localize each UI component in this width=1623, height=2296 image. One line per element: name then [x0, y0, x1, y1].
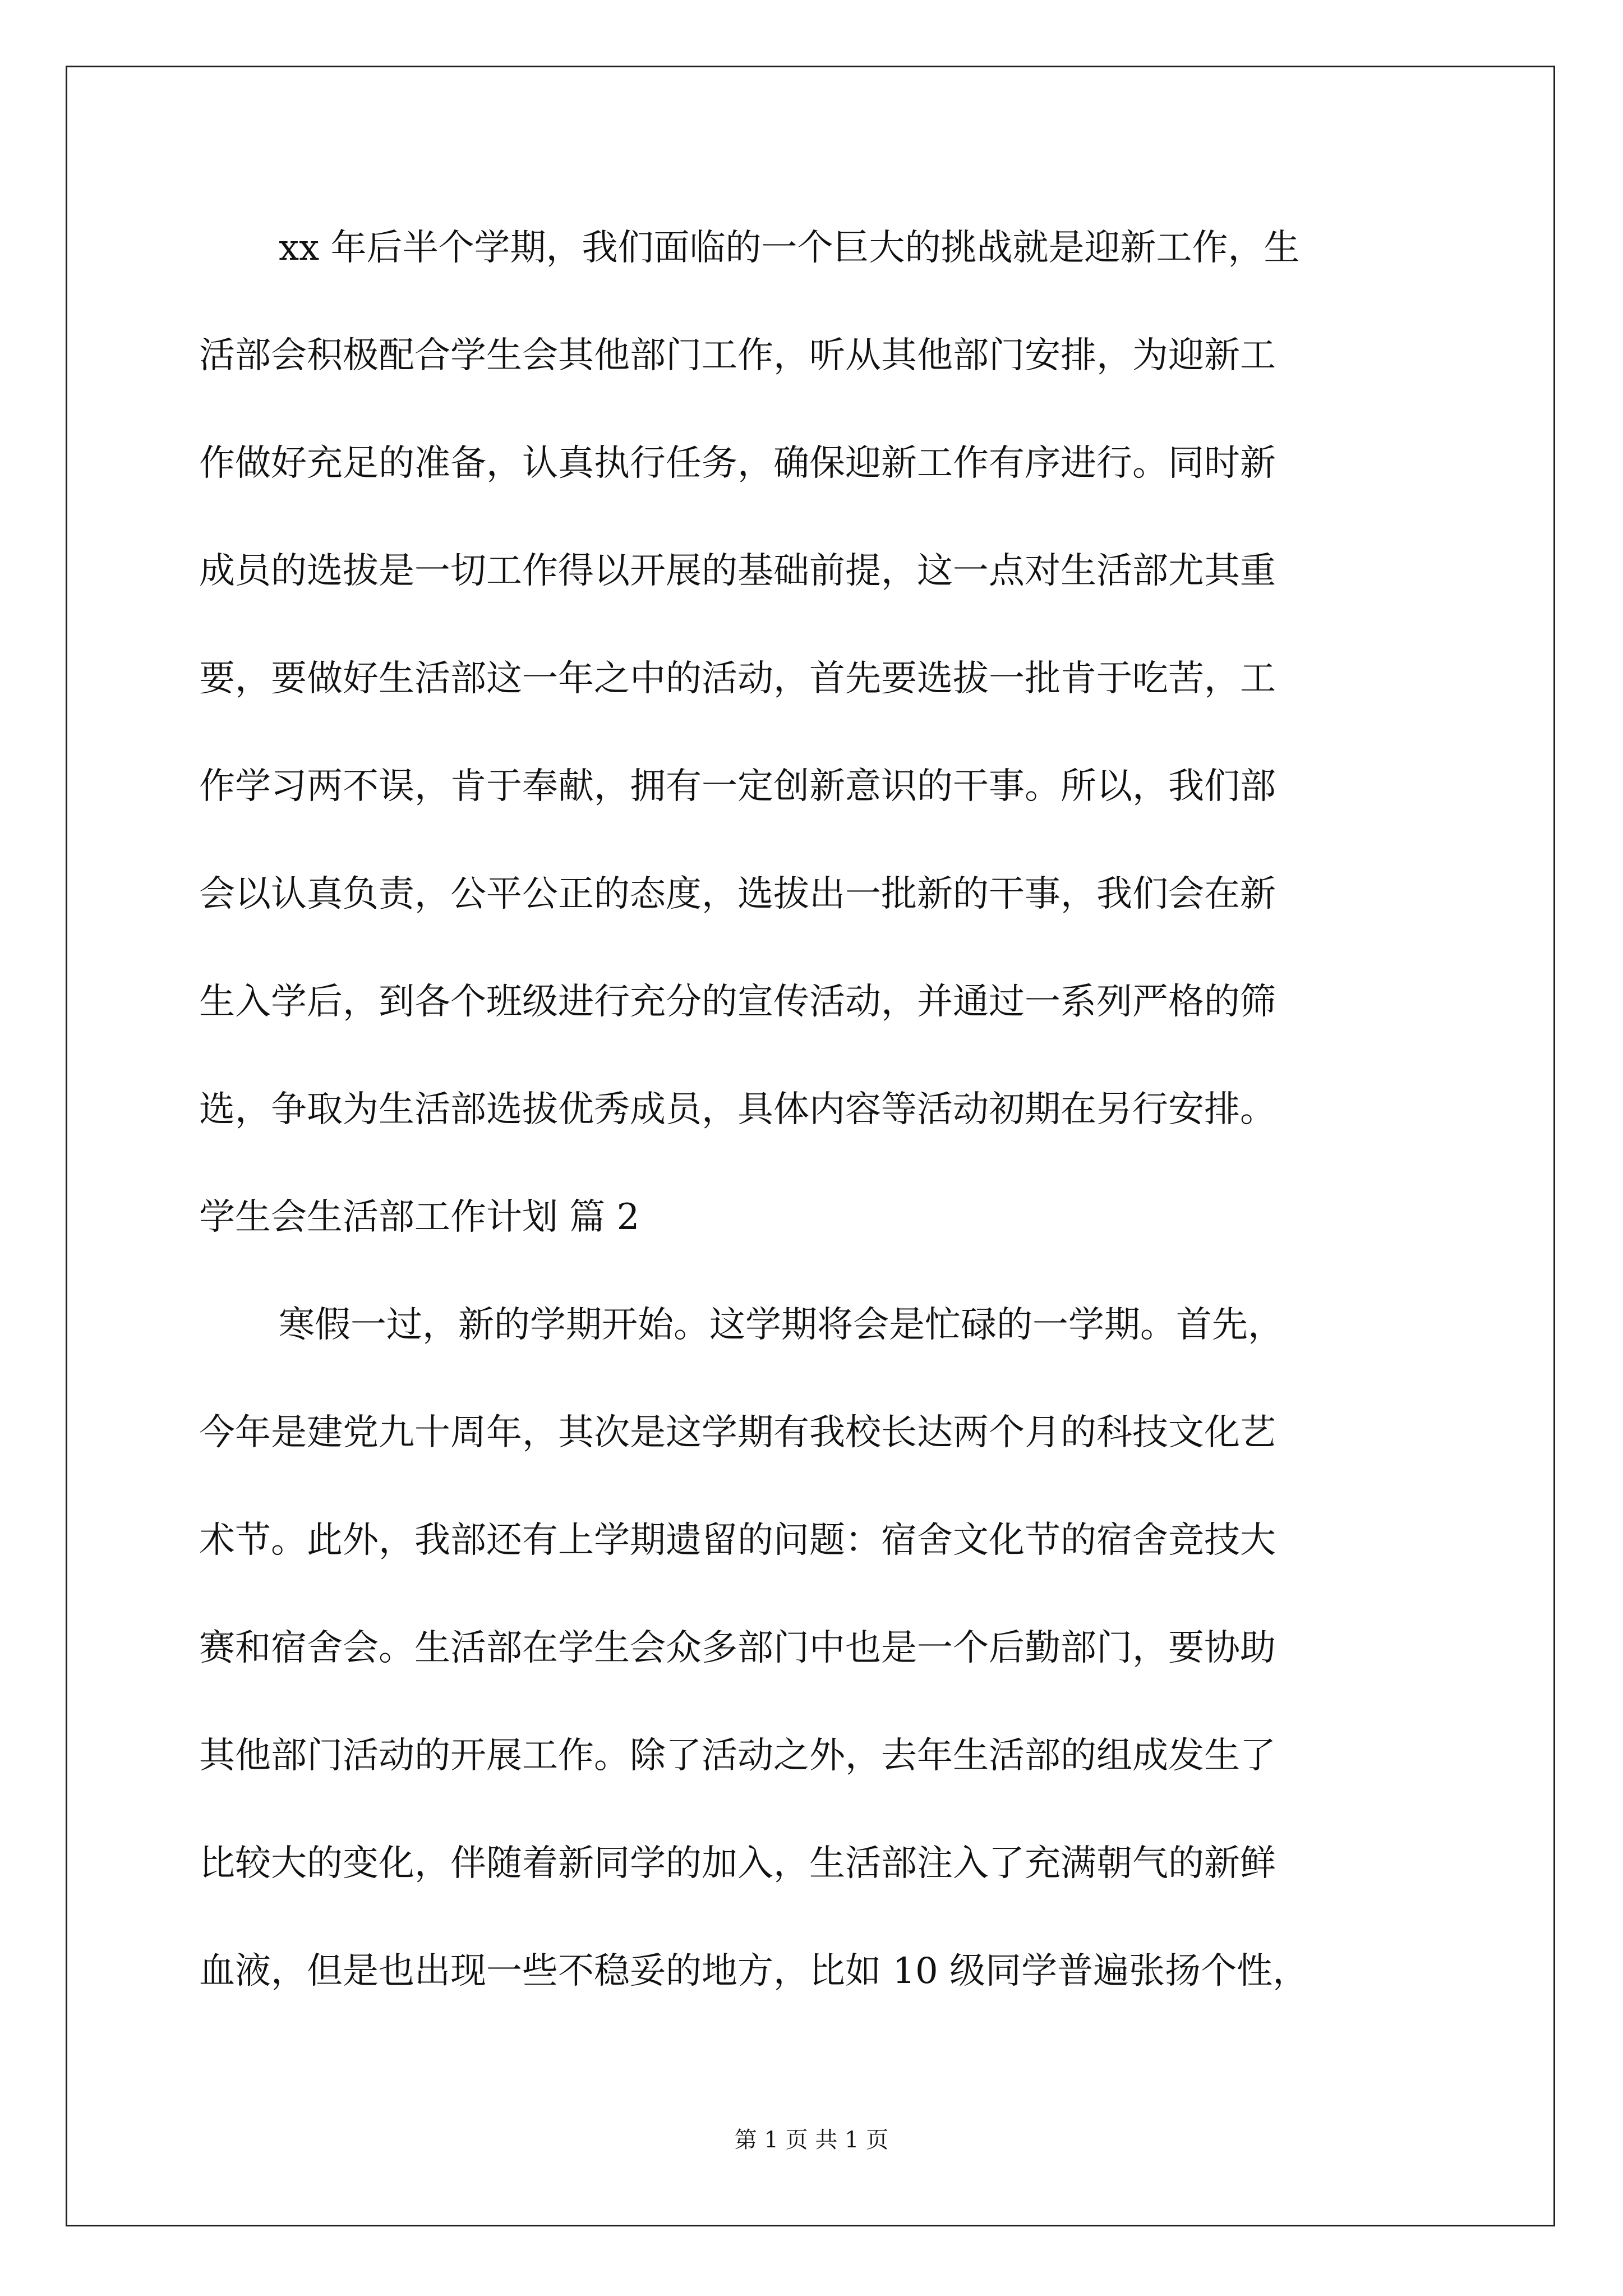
paragraph-2-line-1: 寒假一过，新的学期开始。这学期将会是忙碌的一学期。首先， — [279, 1304, 1284, 1346]
paragraph-1-line-9: 选，争取为生活部选拔优秀成员，具体内容等活动初期在另行安排。 — [199, 1089, 1276, 1130]
paragraph-2-line-2: 今年是建党九十周年，其次是这学期有我校长达两个月的科技文化艺 — [199, 1412, 1276, 1453]
paragraph-1-line-7: 会以认真负责，公平公正的态度，选拔出一批新的干事，我们会在新 — [199, 873, 1276, 915]
page-border — [66, 66, 1555, 2226]
paragraph-2-line-4: 赛和宿舍会。生活部在学生会众多部门中也是一个后勤部门，要协助 — [199, 1627, 1276, 1669]
paragraph-2-line-7: 血液，但是也出现一些不稳妥的地方，比如 10 级同学普遍张扬个性， — [199, 1950, 1309, 1992]
paragraph-1-line-5: 要，要做好生活部这一年之中的活动，首先要选拔一批肯于吃苦，工 — [199, 658, 1276, 700]
paragraph-1-line-2: 活部会积极配合学生会其他部门工作，听从其他部门安排，为迎新工 — [199, 335, 1276, 376]
paragraph-2-line-5: 其他部门活动的开展工作。除了活动之外，去年生活部的组成发生了 — [199, 1735, 1276, 1777]
paragraph-1-line-1: xx 年后半个学期，我们面临的一个巨大的挑战就是迎新工作，生 — [279, 227, 1300, 269]
paragraph-1-line-4: 成员的选拔是一切工作得以开展的基础前提，这一点对生活部尤其重 — [199, 550, 1276, 592]
paragraph-2-line-6: 比较大的变化，伴随着新同学的加入，生活部注入了充满朝气的新鲜 — [199, 1843, 1276, 1884]
paragraph-1-line-3: 作做好充足的准备，认真执行任务，确保迎新工作有序进行。同时新 — [199, 443, 1276, 484]
paragraph-2-line-3: 术节。此外，我部还有上学期遗留的问题：宿舍文化节的宿舍竞技大 — [199, 1520, 1276, 1561]
paragraph-1-line-6: 作学习两不误，肯于奉献，拥有一定创新意识的干事。所以，我们部 — [199, 766, 1276, 807]
paragraph-1-line-8: 生入学后，到各个班级进行充分的宣传活动，并通过一系列严格的筛 — [199, 981, 1276, 1023]
section-heading: 学生会生活部工作计划 篇 2 — [199, 1197, 640, 1238]
page-footer: 第 1 页 共 1 页 — [734, 2127, 889, 2153]
